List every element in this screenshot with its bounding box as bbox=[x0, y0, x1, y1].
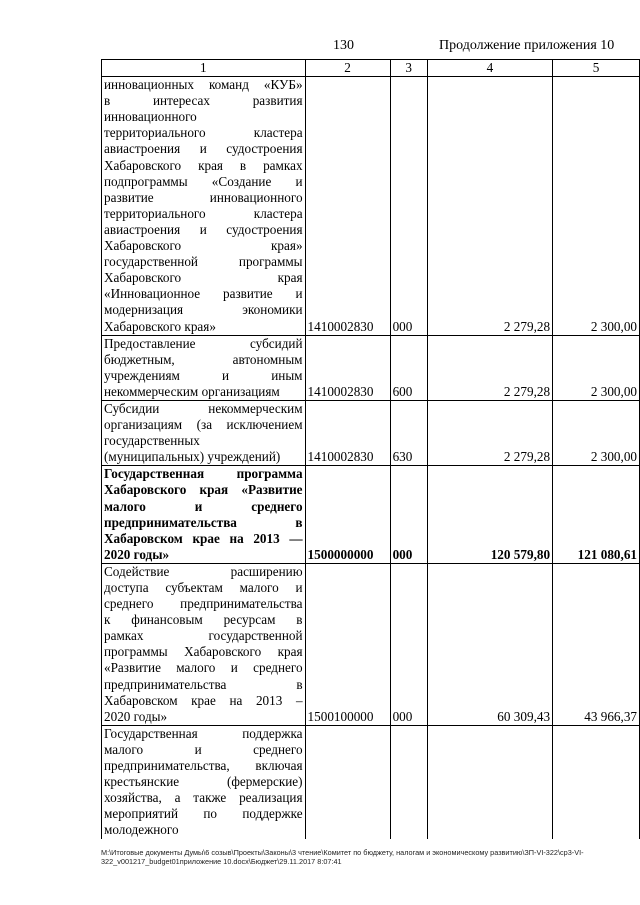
description-line: инновационного bbox=[104, 109, 197, 125]
description-line: бюджетным, автономным bbox=[104, 351, 303, 367]
amount-2019-cell: 43 966,37 bbox=[553, 563, 640, 725]
description-line: хозяйства, а также реализация bbox=[104, 790, 303, 806]
description-line: Хабаровском крае на 2013 — bbox=[104, 530, 303, 546]
column-header: 1 bbox=[102, 60, 306, 77]
description-line: предпринимательства в bbox=[104, 514, 303, 530]
column-header: 2 bbox=[305, 60, 390, 77]
description-line: инновационных команд «КУБ» bbox=[104, 77, 303, 93]
description-line: в интересах развития bbox=[104, 93, 303, 109]
amount-2018-cell: 2 279,28 bbox=[427, 335, 552, 400]
expense-kind-cell: 000 bbox=[390, 563, 427, 725]
target-code-cell bbox=[305, 725, 390, 838]
description-line: Хабаровского края «Развитие bbox=[104, 482, 303, 498]
description-line: Содействие расширению bbox=[104, 563, 303, 579]
description-line: территориального кластера bbox=[104, 125, 303, 141]
row-description bbox=[102, 335, 306, 400]
budget-table bbox=[101, 59, 640, 839]
description-line: 2020 годы» bbox=[104, 546, 170, 562]
expense-kind-cell: 000 bbox=[390, 77, 427, 336]
description-line: малого и среднего bbox=[104, 741, 303, 757]
column-header: 4 bbox=[427, 60, 552, 77]
description-line: крестьянские (фермерские) bbox=[104, 774, 303, 790]
amount-2019-cell: 2 300,00 bbox=[553, 400, 640, 465]
target-code-cell: 1500100000 bbox=[305, 563, 390, 725]
target-code-cell: 1410002830 bbox=[305, 335, 390, 400]
amount-2018-cell: 120 579,80 bbox=[427, 466, 552, 564]
amount-2018-cell: 60 309,43 bbox=[427, 563, 552, 725]
description-line: организациям (за исключением bbox=[104, 417, 303, 433]
column-header: 3 bbox=[390, 60, 427, 77]
description-line: Государственная программа bbox=[104, 466, 303, 482]
continuation-label: Продолжение приложения 10 bbox=[439, 38, 615, 53]
description-line: Хабаровского края» bbox=[104, 238, 303, 254]
description-line: Хабаровского края» bbox=[104, 318, 216, 334]
table-row bbox=[102, 466, 640, 564]
description-line: программы Хабаровского края bbox=[104, 644, 303, 660]
amount-2018-cell: 2 279,28 bbox=[427, 77, 552, 336]
description-line: Хабаровского края bbox=[104, 270, 303, 286]
row-description bbox=[102, 466, 306, 564]
column-header: 5 bbox=[553, 60, 640, 77]
amount-2019-cell bbox=[553, 725, 640, 838]
row-description bbox=[102, 77, 306, 336]
amount-2019-cell: 2 300,00 bbox=[553, 335, 640, 400]
description-line: авиастроения и судостроения bbox=[104, 141, 303, 157]
description-line: государственной программы bbox=[104, 254, 303, 270]
table-row bbox=[102, 725, 640, 838]
description-line: авиастроения и судостроения bbox=[104, 221, 303, 237]
description-line: молодежного bbox=[104, 822, 179, 838]
table-header-row bbox=[102, 60, 640, 77]
table-row bbox=[102, 335, 640, 400]
description-line: некоммерческим организациям bbox=[104, 383, 280, 399]
row-description bbox=[102, 400, 306, 465]
row-description bbox=[102, 725, 306, 838]
expense-kind-cell: 630 bbox=[390, 400, 427, 465]
description-line: развитие инновационного bbox=[104, 189, 303, 205]
table-row bbox=[102, 563, 640, 725]
description-line: (муниципальных) учреждений) bbox=[104, 449, 281, 465]
description-line: к финансовым ресурсам в bbox=[104, 612, 303, 628]
description-line: государственных bbox=[104, 433, 200, 449]
description-line: Хабаровского края в рамках bbox=[104, 157, 303, 173]
description-line: «Развитие малого и среднего bbox=[104, 660, 303, 676]
target-code-cell: 1410002830 bbox=[305, 400, 390, 465]
target-code-cell: 1410002830 bbox=[305, 77, 390, 336]
description-line: «Инновационное развитие и bbox=[104, 286, 303, 302]
description-line: Предоставление субсидий bbox=[104, 335, 303, 351]
description-line: 2020 годы» bbox=[104, 708, 168, 724]
description-line: среднего предпринимательства bbox=[104, 596, 303, 612]
description-line: Хабаровском крае на 2013 – bbox=[104, 692, 303, 708]
amount-2019-cell: 2 300,00 bbox=[553, 77, 640, 336]
table-row bbox=[102, 77, 640, 336]
description-line: малого и среднего bbox=[104, 498, 303, 514]
page-number: 130 bbox=[333, 38, 354, 53]
description-line: рамках государственной bbox=[104, 628, 303, 644]
amount-2018-cell bbox=[427, 725, 552, 838]
description-line: предпринимательства, включая bbox=[104, 758, 303, 774]
row-description bbox=[102, 563, 306, 725]
amount-2019-cell: 121 080,61 bbox=[553, 466, 640, 564]
description-line: Государственная поддержка bbox=[104, 725, 303, 741]
amount-2018-cell: 2 279,28 bbox=[427, 400, 552, 465]
expense-kind-cell bbox=[390, 725, 427, 838]
table-row bbox=[102, 400, 640, 465]
description-line: доступа субъектам малого и bbox=[104, 580, 303, 595]
description-line: предпринимательства в bbox=[104, 676, 303, 692]
file-path-footer: M:\Итоговые документы Думы\6 созыв\Проекты\Законы\3 чтение\Комитет по бюджету, налогам и экономическому развитию\ЗП-VI-322\ср3-VI-322_v001217_budget01приложение 10.docx\Бюджет\29.11.2017 8:07:41 bbox=[101, 848, 584, 866]
expense-kind-cell: 600 bbox=[390, 335, 427, 400]
description-line: подпрограммы «Создание и bbox=[104, 173, 303, 189]
description-line: Субсидии некоммерческим bbox=[104, 400, 303, 416]
target-code-cell: 1500000000 bbox=[305, 466, 390, 564]
expense-kind-cell: 000 bbox=[390, 466, 427, 564]
description-line: модернизация экономики bbox=[104, 302, 303, 318]
description-line: территориального кластера bbox=[104, 205, 303, 221]
description-line: мероприятий по поддержке bbox=[104, 806, 303, 822]
description-line: учреждениям и иным bbox=[104, 367, 303, 383]
